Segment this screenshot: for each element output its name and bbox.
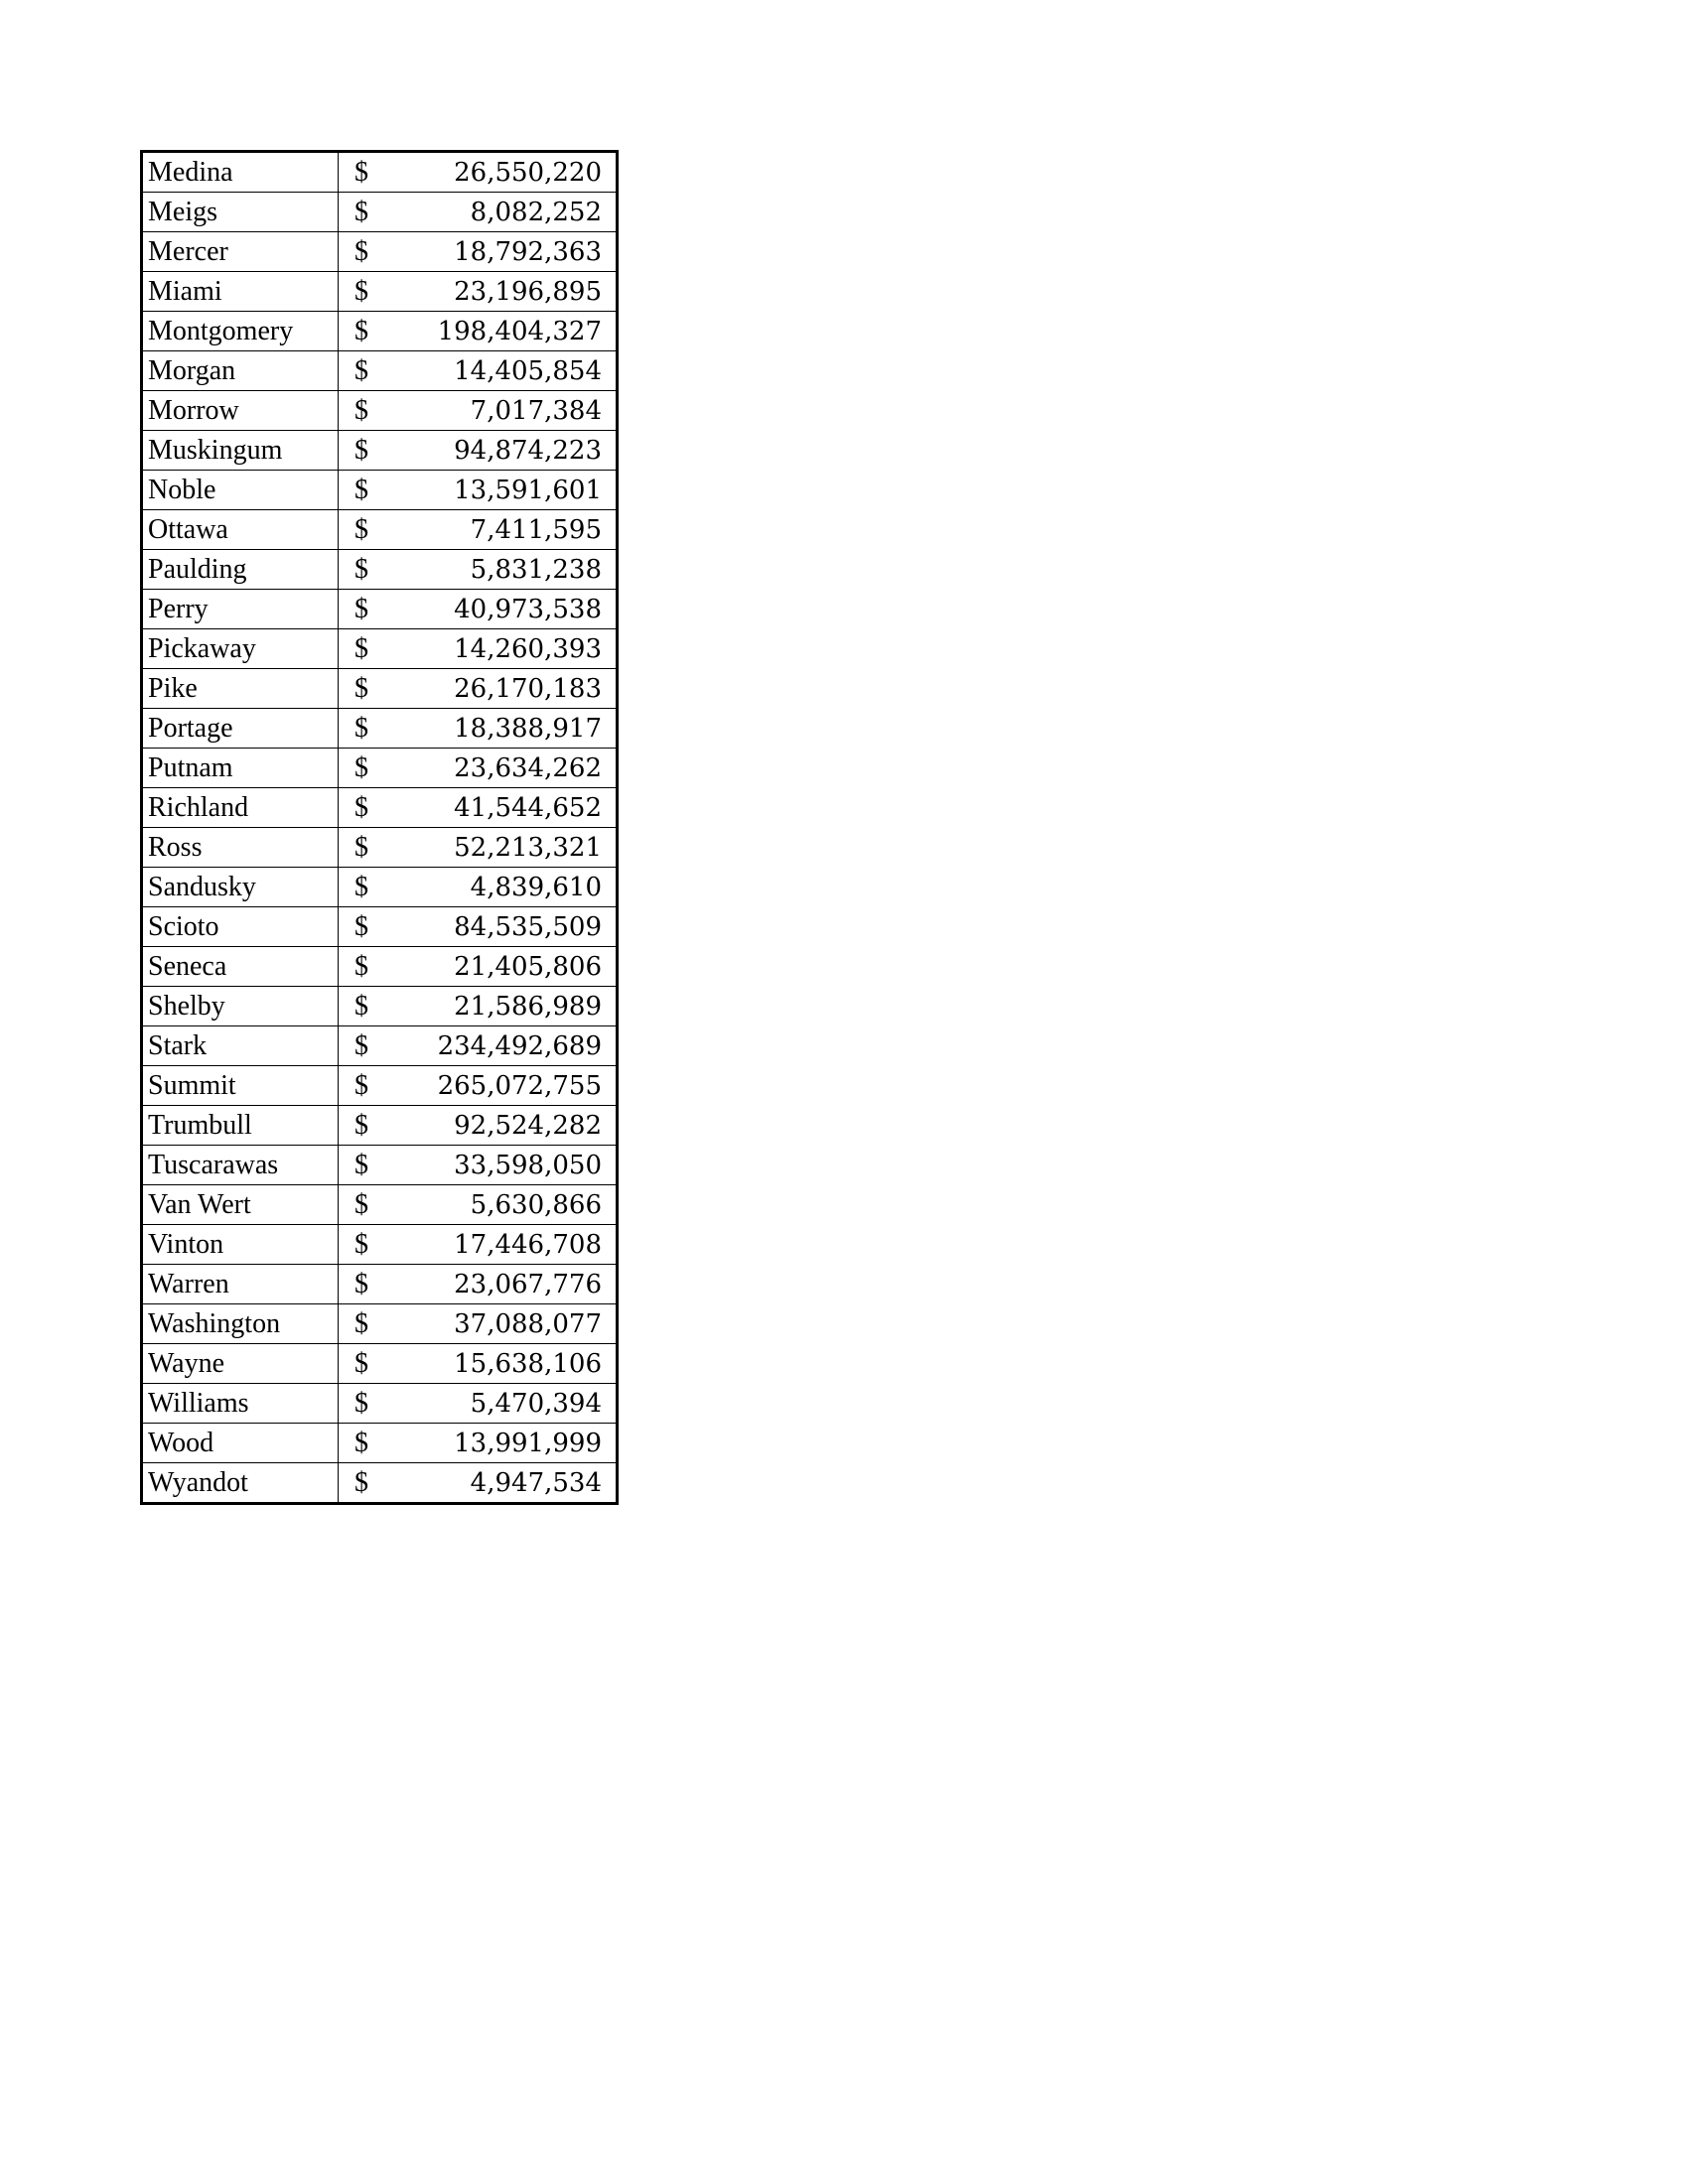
amount-cell: 23,067,776 xyxy=(414,1265,618,1304)
county-name-cell: Shelby xyxy=(142,987,339,1026)
county-name-cell: Pickaway xyxy=(142,629,339,669)
amount-cell: 92,524,282 xyxy=(414,1106,618,1146)
table-row xyxy=(142,1146,618,1185)
amount-cell: 17,446,708 xyxy=(414,1225,618,1265)
amount-cell: 14,405,854 xyxy=(414,351,618,391)
table-row xyxy=(142,1185,618,1225)
county-name-cell: Paulding xyxy=(142,550,339,590)
currency-symbol-cell: $ xyxy=(339,1066,415,1106)
amount-cell: 41,544,652 xyxy=(414,788,618,828)
currency-symbol-cell: $ xyxy=(339,471,415,510)
county-name-cell: Ross xyxy=(142,828,339,868)
amount-cell: 4,947,534 xyxy=(470,1467,602,1498)
county-name-cell: Wayne xyxy=(142,1344,339,1384)
amount-cell: 26,550,220 xyxy=(414,152,618,193)
table-row xyxy=(142,510,618,550)
county-name-cell: Seneca xyxy=(142,947,339,987)
table-row xyxy=(142,471,618,510)
table-row xyxy=(142,232,618,272)
currency-symbol-cell: $ xyxy=(339,590,415,629)
amount-cell: 15,638,106 xyxy=(414,1344,618,1384)
county-name-cell: Van Wert xyxy=(142,1185,339,1225)
county-name-cell: Tuscarawas xyxy=(142,1146,339,1185)
amount-cell: 37,088,077 xyxy=(414,1304,618,1344)
currency-symbol-cell: $ xyxy=(339,907,415,947)
amount-cell: 5,630,866 xyxy=(414,1185,618,1225)
currency-symbol-cell: $ xyxy=(339,152,415,193)
currency-symbol-cell: $ xyxy=(339,351,415,391)
currency-symbol-cell: $ xyxy=(339,828,415,868)
amount-cell: 52,213,321 xyxy=(414,828,618,868)
table-row xyxy=(142,1424,618,1463)
currency-symbol-cell: $ xyxy=(339,749,415,788)
table-row xyxy=(142,431,618,471)
county-name-cell: Portage xyxy=(142,709,339,749)
amount-cell: 198,404,327 xyxy=(414,312,618,351)
currency-symbol-cell: $ xyxy=(339,510,415,550)
table-row xyxy=(142,1344,618,1384)
currency-symbol-cell: $ xyxy=(339,1265,415,1304)
amount-cell: 23,634,262 xyxy=(414,749,618,788)
currency-symbol-cell: $ xyxy=(339,312,415,351)
currency-symbol-cell: $ xyxy=(339,1424,415,1463)
table-row xyxy=(142,868,618,907)
amount-cell: 4,839,610 xyxy=(414,868,618,907)
amount-cell: 21,405,806 xyxy=(414,947,618,987)
amount-cell: 13,991,999 xyxy=(414,1424,618,1463)
currency-symbol-cell: $ xyxy=(339,1185,415,1225)
currency-symbol-cell: $ xyxy=(339,193,415,232)
table-row xyxy=(142,590,618,629)
table-row xyxy=(142,947,618,987)
table-row xyxy=(142,312,618,351)
amount-cell: 13,591,601 xyxy=(414,471,618,510)
currency-symbol-cell: $ xyxy=(339,629,415,669)
table-row xyxy=(142,1384,618,1424)
currency-symbol-cell: $ xyxy=(354,1466,368,1498)
table-row xyxy=(142,1106,618,1146)
currency-symbol-cell: $ xyxy=(339,391,415,431)
currency-symbol-cell: $ xyxy=(339,947,415,987)
amount-cell: 18,388,917 xyxy=(414,709,618,749)
county-name-cell: Perry xyxy=(142,590,339,629)
table-row xyxy=(142,629,618,669)
table-row xyxy=(142,709,618,749)
county-name-cell: Ottawa xyxy=(142,510,339,550)
county-name-cell: Warren xyxy=(142,1265,339,1304)
table-row xyxy=(142,1304,618,1344)
currency-symbol-cell: $ xyxy=(339,272,415,312)
county-name-cell: Meigs xyxy=(142,193,339,232)
table-row xyxy=(142,749,618,788)
county-name-cell: Mercer xyxy=(142,232,339,272)
county-name-cell: Sandusky xyxy=(142,868,339,907)
amount-cell: 21,586,989 xyxy=(414,987,618,1026)
currency-symbol-cell: $ xyxy=(339,868,415,907)
currency-symbol-cell: $ xyxy=(339,1304,415,1344)
amount-cell: 40,973,538 xyxy=(414,590,618,629)
amount-cell: 7,411,595 xyxy=(414,510,618,550)
currency-symbol-cell: $ xyxy=(339,1384,415,1424)
amount-cell: 5,831,238 xyxy=(414,550,618,590)
table-row xyxy=(142,391,618,431)
table-row xyxy=(142,828,618,868)
currency-symbol-cell: $ xyxy=(339,550,415,590)
county-name-cell: Washington xyxy=(142,1304,339,1344)
amount-cell: 265,072,755 xyxy=(414,1066,618,1106)
county-name-cell: Richland xyxy=(142,788,339,828)
table-row xyxy=(142,550,618,590)
currency-symbol-cell: $ xyxy=(339,1106,415,1146)
county-name-cell: Trumbull xyxy=(142,1106,339,1146)
table-row xyxy=(142,1463,618,1504)
county-name-cell: Pike xyxy=(142,669,339,709)
currency-symbol-cell: $ xyxy=(339,669,415,709)
county-name-cell: Putnam xyxy=(142,749,339,788)
currency-symbol-cell: $ xyxy=(339,232,415,272)
currency-symbol-cell: $ xyxy=(339,1344,415,1384)
table-row xyxy=(142,1225,618,1265)
county-name-cell: Montgomery xyxy=(142,312,339,351)
county-amounts-table xyxy=(140,150,619,1505)
table-row xyxy=(142,987,618,1026)
table-row xyxy=(142,669,618,709)
amount-cell: 7,017,384 xyxy=(414,391,618,431)
county-rows xyxy=(142,152,618,1504)
amount-cell: 33,598,050 xyxy=(414,1146,618,1185)
table-row xyxy=(142,272,618,312)
currency-symbol-cell: $ xyxy=(339,1225,415,1265)
table-row xyxy=(142,351,618,391)
amount-cell: 14,260,393 xyxy=(414,629,618,669)
county-name-cell: Noble xyxy=(142,471,339,510)
table-row xyxy=(142,152,618,193)
county-name-cell: Scioto xyxy=(142,907,339,947)
county-name-cell: Stark xyxy=(142,1026,339,1066)
county-name-cell: Morrow xyxy=(142,391,339,431)
amount-cell: 84,535,509 xyxy=(414,907,618,947)
amount-cell: 5,470,394 xyxy=(414,1384,618,1424)
county-name-cell: Muskingum xyxy=(142,431,339,471)
currency-symbol-cell: $ xyxy=(339,709,415,749)
county-name-cell: Vinton xyxy=(142,1225,339,1265)
currency-symbol-cell: $ xyxy=(339,431,415,471)
table-row xyxy=(142,1265,618,1304)
amount-cell: 234,492,689 xyxy=(414,1026,618,1066)
currency-symbol-cell: $ xyxy=(339,788,415,828)
county-name-cell: Williams xyxy=(142,1384,339,1424)
table-row xyxy=(142,193,618,232)
county-name-cell: Medina xyxy=(142,152,339,193)
amount-cell: 26,170,183 xyxy=(414,669,618,709)
amount-cell: 8,082,252 xyxy=(414,193,618,232)
currency-symbol-cell: $ xyxy=(339,1146,415,1185)
table-row xyxy=(142,907,618,947)
table-row xyxy=(142,1066,618,1106)
currency-symbol-cell: $ xyxy=(339,987,415,1026)
county-name-cell: Summit xyxy=(142,1066,339,1106)
table-row xyxy=(142,788,618,828)
county-name-cell: Wyandot xyxy=(142,1463,339,1504)
currency-symbol-cell: $ xyxy=(339,1026,415,1066)
amount-cell: 23,196,895 xyxy=(414,272,618,312)
amount-cell: 94,874,223 xyxy=(414,431,618,471)
county-name-cell: Miami xyxy=(142,272,339,312)
county-name-cell: Morgan xyxy=(142,351,339,391)
table-row xyxy=(142,1026,618,1066)
amount-cell: 18,792,363 xyxy=(414,232,618,272)
county-name-cell: Wood xyxy=(142,1424,339,1463)
